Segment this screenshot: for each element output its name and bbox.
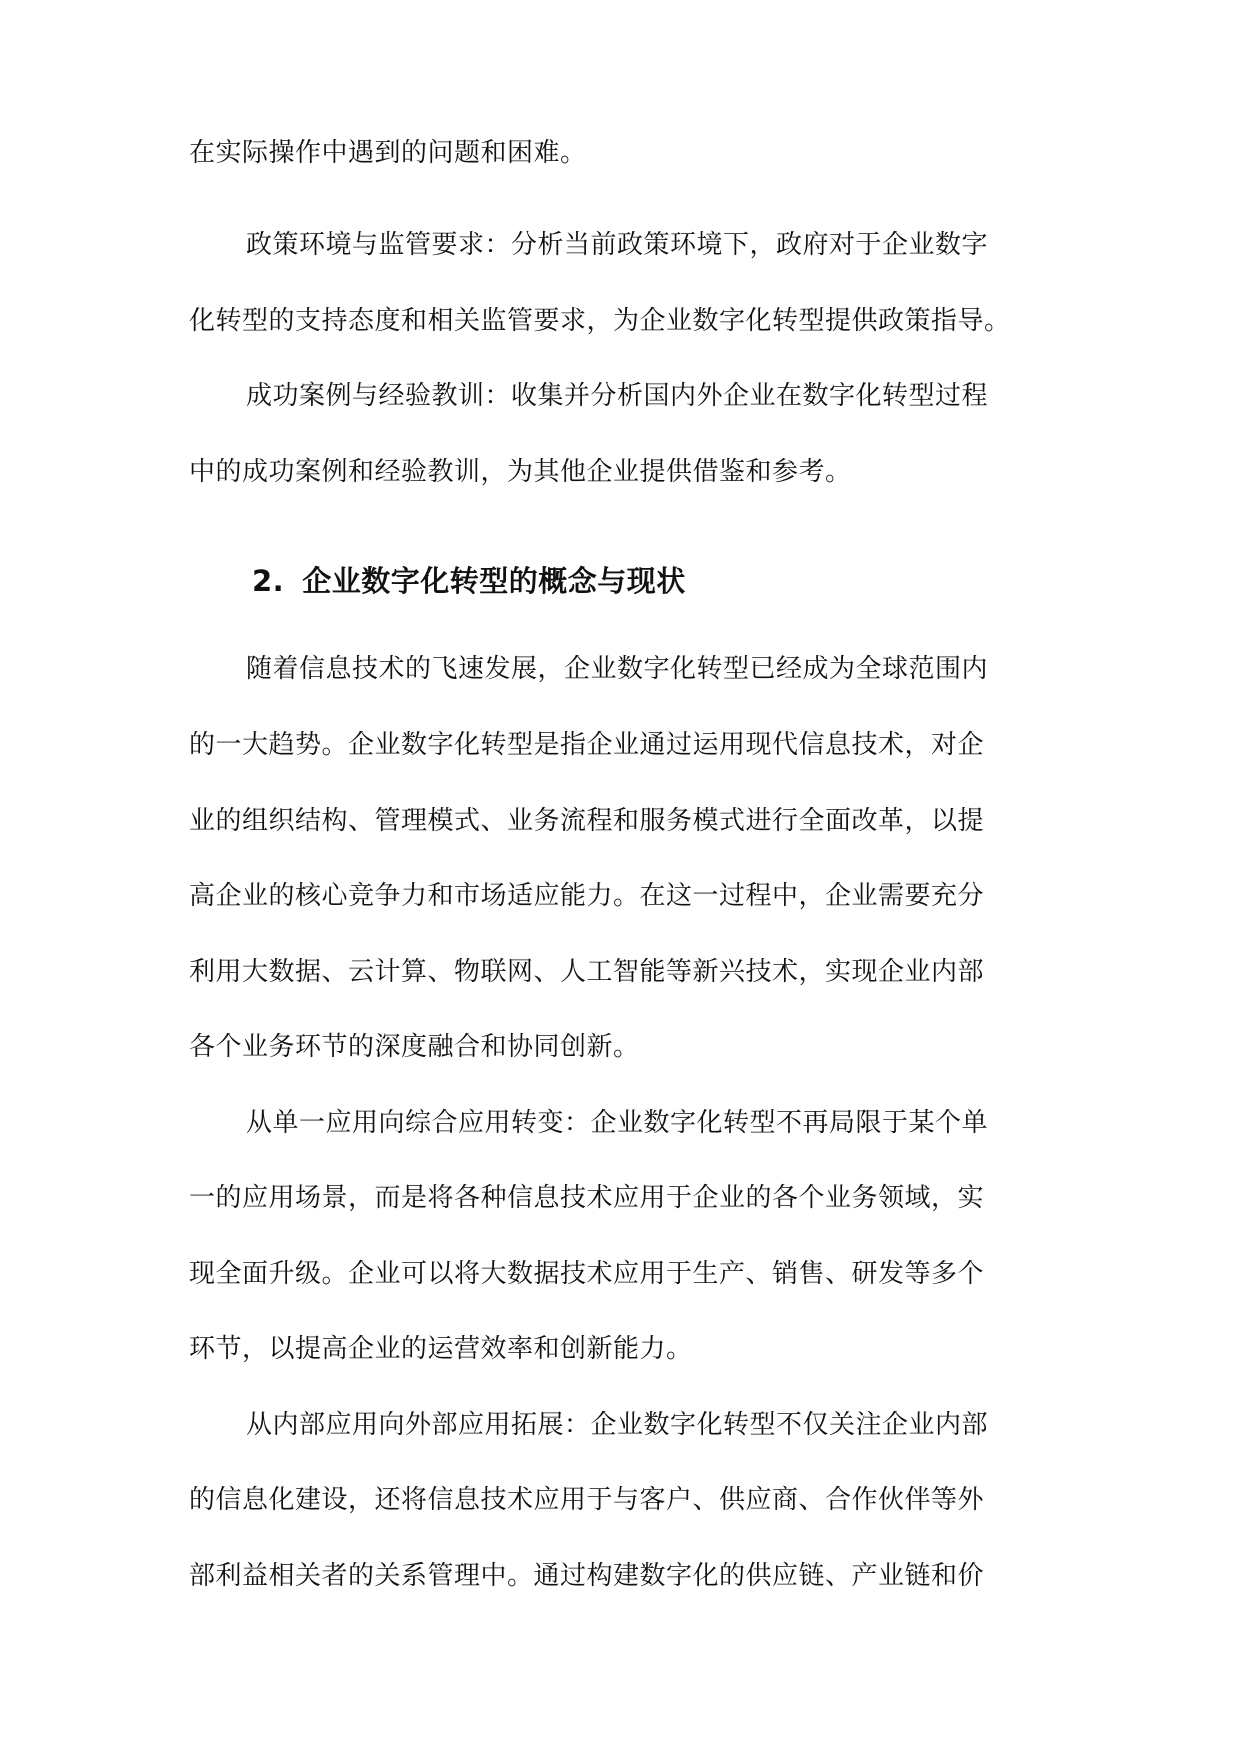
paragraph-line: 从单一应用向综合应用转变：企业数字化转型不再局限于某个单 — [246, 1108, 989, 1138]
paragraph-line: 各个业务环节的深度融合和协同创新。 — [189, 1032, 640, 1062]
paragraph-line: 业的组织结构、管理模式、业务流程和服务模式进行全面改革，以提 — [189, 806, 985, 836]
paragraph-line: 的信息化建设，还将信息技术应用于与客户、供应商、合作伙伴等外 — [189, 1485, 985, 1515]
paragraph-line: 利用大数据、云计算、物联网、人工智能等新兴技术，实现企业内部 — [189, 957, 985, 987]
paragraph-line: 化转型的支持态度和相关监管要求，为企业数字化转型提供政策指导。 — [189, 306, 1011, 336]
paragraph-line: 部利益相关者的关系管理中。通过构建数字化的供应链、产业链和价 — [189, 1561, 985, 1591]
paragraph-line: 成功案例与经验教训：收集并分析国内外企业在数字化转型过程 — [246, 381, 989, 411]
paragraph-line: 政策环境与监管要求：分析当前政策环境下，政府对于企业数字 — [246, 230, 989, 260]
section-number: 2. — [252, 564, 285, 598]
paragraph-line: 的一大趋势。企业数字化转型是指企业通过运用现代信息技术，对企 — [189, 730, 985, 760]
paragraph-line: 环节，以提高企业的运营效率和创新能力。 — [189, 1334, 693, 1364]
section-heading — [252, 564, 686, 598]
section-title: 企业数字化转型的概念与现状 — [302, 564, 686, 598]
paragraph-line: 从内部应用向外部应用拓展：企业数字化转型不仅关注企业内部 — [246, 1410, 989, 1440]
paragraph-line: 随着信息技术的飞速发展，企业数字化转型已经成为全球范围内 — [246, 654, 989, 684]
paragraph-line: 一的应用场景，而是将各种信息技术应用于企业的各个业务领域，实 — [189, 1183, 985, 1213]
paragraph-line: 现全面升级。企业可以将大数据技术应用于生产、销售、研发等多个 — [189, 1259, 985, 1289]
paragraph-line: 中的成功案例和经验教训，为其他企业提供借鉴和参考。 — [189, 457, 852, 487]
paragraph-line: 在实际操作中遇到的问题和困难。 — [189, 138, 587, 168]
paragraph-line: 高企业的核心竞争力和市场适应能力。在这一过程中，企业需要充分 — [189, 881, 985, 911]
